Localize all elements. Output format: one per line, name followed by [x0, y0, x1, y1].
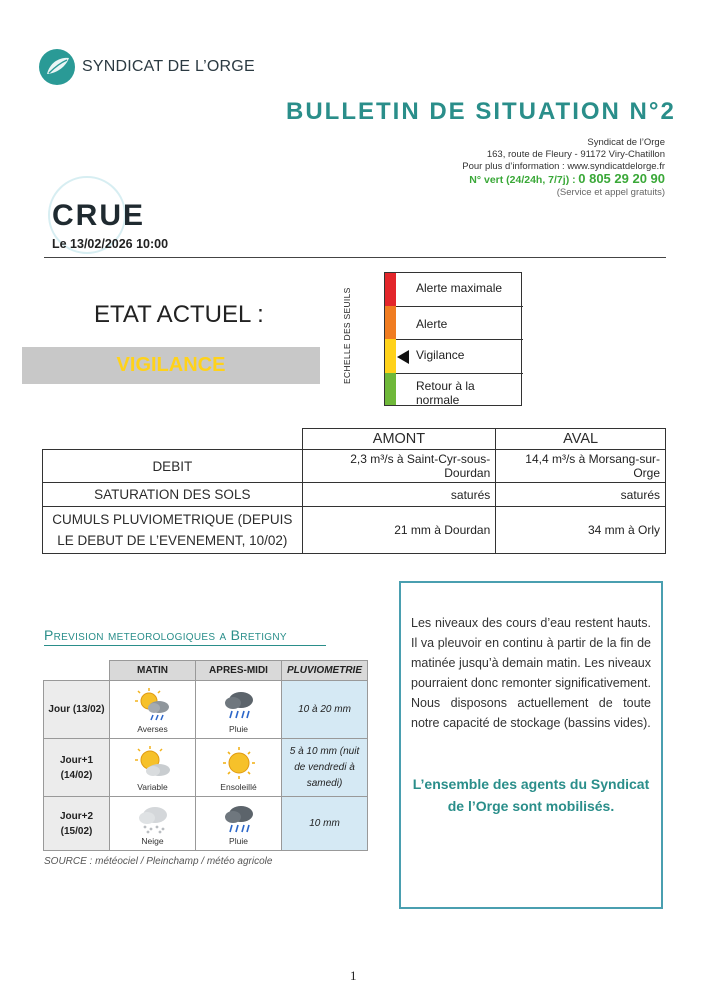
situation-message-box [399, 581, 663, 909]
sun-cloud-icon [135, 746, 171, 780]
scale-segment-alerte [385, 306, 396, 339]
weather-row [44, 797, 368, 851]
org-contact-info [462, 137, 665, 199]
info-name: Syndicat de l’Orge [587, 137, 665, 148]
row-label: DEBIT [43, 450, 303, 483]
col-matin-header: MATIN [110, 661, 196, 681]
weather-day: Jour (13/02) [44, 681, 110, 739]
row-aval-value: 34 mm à Orly [496, 507, 666, 554]
current-level-arrow-icon [397, 350, 409, 364]
weather-cell-apres-midi [196, 797, 282, 851]
org-name: SYNDICAT DE L’ORGE [82, 58, 255, 75]
table-corner [43, 429, 303, 450]
weather-cell-matin [110, 739, 196, 797]
etat-actuel-title: ETAT ACTUEL : [94, 301, 264, 328]
scale-axis-label: ECHELLE DES SEUILS [342, 287, 352, 384]
threshold-scale [384, 272, 522, 406]
rain-icon [221, 688, 257, 722]
mobilisation-message: L’ensemble des agents du Syndicat de l’Orge sont mobilisés. [412, 776, 650, 814]
weather-row [44, 681, 368, 739]
scale-label-alerte: Alerte [416, 317, 448, 331]
info-vert-label: N° vert (24/24h, 7/7j) : [469, 174, 576, 186]
scale-segment-alerte-maximale [385, 273, 396, 306]
info-web[interactable]: Pour plus d’information : www.syndicatdelorge.fr [462, 161, 665, 172]
sun-cloud-rain-icon [135, 688, 171, 722]
status-badge: VIGILANCE [22, 347, 320, 384]
weather-corner [44, 661, 110, 681]
scale-label-vigilance: Vigilance [416, 348, 465, 362]
syndicat-logo-icon [38, 48, 76, 86]
weather-cell-label: Averses [137, 723, 168, 734]
col-apres-midi-header: APRES-MIDI [196, 661, 282, 681]
row-label: CUMULS PLUVIOMETRIQUE (DEPUIS LE DEBUT DE L’EVENEMENT, 10/02) [43, 507, 303, 554]
weather-day: Jour+1 (14/02) [44, 739, 110, 797]
table-row [43, 507, 666, 554]
info-address: 163, route de Fleury - 91172 Viry-Chatillon [486, 149, 665, 160]
weather-cell-label: Neige [141, 835, 164, 846]
bulletin-date: Le 13/02/2026 10:00 [52, 237, 169, 251]
scale-divider [396, 339, 523, 340]
snow-icon [135, 804, 171, 834]
row-aval-value: 14,4 m³/s à Morsang-sur-Orge [496, 450, 666, 483]
scale-divider [396, 373, 523, 374]
row-label: SATURATION DES SOLS [43, 483, 303, 507]
info-phone[interactable]: 0 805 29 20 90 [578, 171, 665, 186]
situation-message-text: Les niveaux des cours d’eau restent hauts. Il va pleuvoir en continu à partir de la fin de matinée jusqu’à demain matin. Les niveaux pourraient donc remonter significativement. Nous disposons actuellement de toute notre capacité de stockage (bassins vides). [411, 616, 651, 730]
header-divider [44, 257, 666, 258]
weather-row [44, 739, 368, 797]
row-amont-value: 2,3 m³/s à Saint-Cyr-sous-Dourdan [302, 450, 496, 483]
weather-cell-label: Ensoleillé [220, 781, 257, 792]
row-amont-value: 21 mm à Dourdan [302, 507, 496, 554]
sun-icon [221, 746, 257, 780]
col-pluvio-header: PLUVIOMETRIE [282, 661, 368, 681]
scale-label-normale: Retour à la normale [416, 379, 475, 407]
weather-title-underline [44, 645, 326, 646]
row-aval-value: saturés [496, 483, 666, 507]
weather-source: SOURCE : météociel / Pleinchamp / météo agricole [44, 856, 273, 867]
rain-icon [221, 804, 257, 834]
weather-cell-matin [110, 797, 196, 851]
col-aval-header: AVAL [496, 429, 666, 450]
weather-pluvio: 5 à 10 mm (nuit de vendredi à samedi) [282, 739, 368, 797]
weather-cell-label: Pluie [229, 835, 248, 846]
bulletin-title: BULLETIN DE SITUATION N°2 [286, 98, 676, 125]
weather-title-text: Prevision meteorologiques a Bretigny [44, 627, 287, 643]
weather-pluvio: 10 mm [282, 797, 368, 851]
crue-heading: CRUE [52, 199, 146, 232]
scale-divider [396, 306, 523, 307]
page-number: 1 [350, 968, 357, 983]
weather-cell-label: Variable [137, 781, 168, 792]
weather-cell-apres-midi [196, 681, 282, 739]
table-row [43, 483, 666, 507]
situation-table [42, 428, 666, 554]
scale-segment-vigilance [385, 339, 396, 373]
weather-day: Jour+2 (15/02) [44, 797, 110, 851]
table-row [43, 450, 666, 483]
weather-title [44, 627, 287, 643]
scale-label-alerte-maximale: Alerte maximale [416, 281, 503, 295]
weather-pluvio: 10 à 20 mm [282, 681, 368, 739]
scale-segment-normale [385, 373, 396, 405]
weather-cell-apres-midi [196, 739, 282, 797]
weather-cell-label: Pluie [229, 723, 248, 734]
weather-cell-matin [110, 681, 196, 739]
info-free: (Service et appel gratuits) [556, 187, 665, 198]
weather-table [43, 660, 368, 851]
col-amont-header: AMONT [302, 429, 496, 450]
row-amont-value: saturés [302, 483, 496, 507]
